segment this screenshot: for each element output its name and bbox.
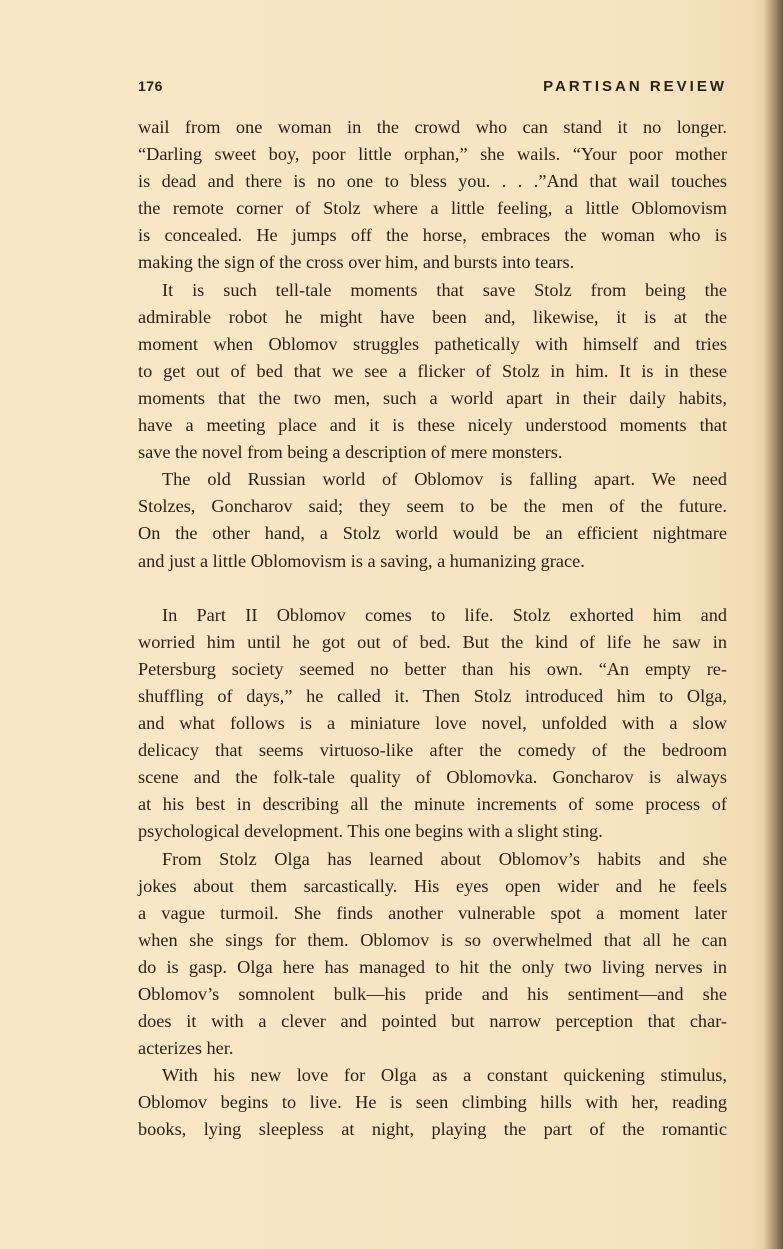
running-head: PARTISAN REVIEW: [543, 78, 727, 95]
text-line: to get out of bed that we see a flicker of Stolz in him. It is in these: [138, 360, 727, 381]
text-line: is concealed. He jumps off the horse, embraces the woman who is: [138, 225, 727, 246]
text-line: and what follows is a miniature love novel, unfolded with a slow: [138, 713, 727, 734]
text-line: The old Russian world of Oblomov is falling apart. We need: [162, 469, 727, 490]
page-header: [138, 78, 727, 100]
text-line: the remote corner of Stolz where a little feeling, a little Oblomovism: [138, 198, 727, 219]
text-line: making the sign of the cross over him, and bursts into tears.: [138, 252, 575, 273]
text-line: moments that the two men, such a world apart in their daily habits,: [138, 387, 727, 408]
paragraph: [138, 114, 727, 277]
section-break: [138, 575, 727, 602]
text-line: acterizes her.: [138, 1038, 234, 1059]
text-line: at his best in describing all the minute increments of some process of: [138, 794, 727, 815]
text-line: is dead and there is no one to bless you. . . .”And that wail touches: [138, 171, 727, 192]
text-line: psychological development. This one begins with a slight sting.: [138, 821, 603, 842]
text-line: In Part II Oblomov comes to life. Stolz exhorted him and: [162, 604, 727, 625]
paragraph: [138, 602, 727, 846]
text-line: “Darling sweet boy, poor little orphan,” she wails. “Your poor mother: [138, 144, 727, 165]
text-line: Oblomov’s somnolent bulk—his pride and his sentiment—and she: [138, 984, 727, 1004]
text-line: delicacy that seems virtuoso-like after the comedy of the bedroom: [138, 740, 727, 761]
text-line: It is such tell-tale moments that save Stolz from being the: [162, 279, 727, 300]
text-line: On the other hand, a Stolz world would be an efficient nightmare: [138, 523, 727, 544]
text-line: wail from one woman in the crowd who can stand it no longer.: [138, 117, 727, 137]
body-text: [138, 114, 727, 1144]
text-line: does it with a clever and pointed but narrow perception that char-: [138, 1011, 727, 1032]
text-line: when she sings for them. Oblomov is so overwhelmed that all he can: [138, 929, 727, 950]
text-line: With his new love for Olga as a constant quickening stimulus,: [162, 1065, 727, 1086]
text-line: jokes about them sarcastically. His eyes open wider and he feels: [138, 875, 727, 896]
text-line: shuffling of days,” he called it. Then Stolz introduced him to Olga,: [138, 685, 727, 706]
paragraph: [138, 1062, 727, 1143]
text-line: save the novel from being a description of mere monsters.: [138, 442, 563, 463]
text-line: Stolzes, Goncharov said; they seem to be the men of the future.: [138, 496, 727, 517]
paragraph: [138, 846, 727, 1063]
text-line: Oblomov begins to live. He is seen climbing hills with her, reading: [138, 1092, 727, 1113]
text-line: Petersburg society seemed no better than his own. “An empty re-: [138, 658, 727, 679]
paragraph: [138, 277, 727, 467]
page-number: 176: [138, 78, 163, 94]
text-line: have a meeting place and it is these nicely understood moments that: [138, 415, 727, 436]
text-line: worried him until he got out of bed. But the kind of life he saw in: [138, 631, 727, 652]
text-line: and just a little Oblomovism is a saving, a humanizing grace.: [138, 550, 585, 571]
paragraph: [138, 466, 727, 574]
text-line: a vague turmoil. She finds another vulnerable spot a moment later: [138, 902, 727, 923]
text-line: admirable robot he might have been and, likewise, it is at the: [138, 306, 727, 327]
text-line: books, lying sleepless at night, playing the part of the romantic: [138, 1119, 727, 1140]
text-line: moment when Oblomov struggles pathetically with himself and tries: [138, 333, 727, 354]
text-line: From Stolz Olga has learned about Oblomov’s habits and she: [162, 848, 727, 869]
text-line: do is gasp. Olga here has managed to hit the only two living nerves in: [138, 956, 727, 977]
text-line: scene and the folk-tale quality of Oblomovka. Goncharov is always: [138, 767, 727, 788]
